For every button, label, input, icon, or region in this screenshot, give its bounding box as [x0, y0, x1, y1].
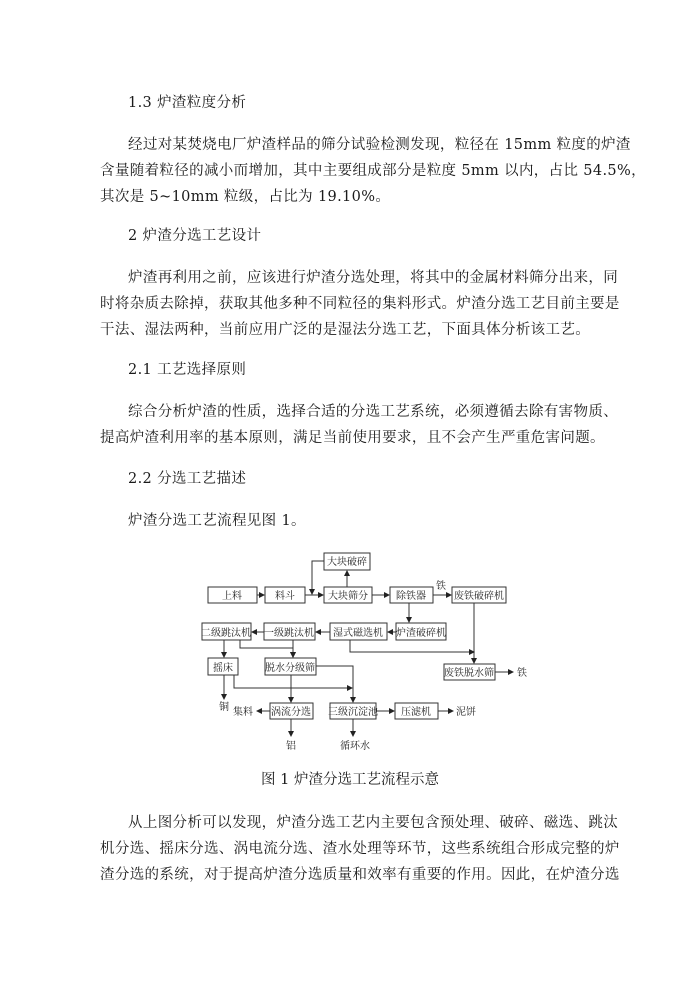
node-hopper: 料斗 [275, 591, 295, 602]
node-large-screen: 大块筛分 [328, 591, 368, 602]
output-recycle-water: 循环水 [340, 741, 370, 752]
node-wet-mag: 湿式磁选机 [333, 628, 383, 639]
arrow [350, 640, 474, 652]
output-mud-cake: 泥饼 [456, 707, 476, 718]
node-shaker: 摇床 [213, 663, 233, 674]
section-heading-2-1: 2.1 工艺选择原则 [128, 362, 247, 378]
section-heading-2-2: 2.2 分选工艺描述 [128, 471, 247, 487]
node-jig2: 二级跳汰机 [201, 628, 251, 639]
paragraph-line: 经过对某焚烧电厂炉渣样品的筛分试验检测发现，粒径在 15mm 粒度的炉渣 [128, 137, 631, 153]
node-slag-crusher: 炉渣破碎机 [396, 628, 446, 639]
paragraph-line: 其次是 5~10mm 粒级，占比为 19.10%。 [100, 189, 391, 205]
paragraph-line: 含量随着粒径的减小而增加，其中主要组成部分是粒度 5mm 以内，占比 54.5%， [100, 163, 646, 179]
paragraph-line: 炉渣再利用之前，应该进行炉渣分选处理，将其中的金属材料筛分出来，同 [128, 270, 619, 286]
node-scrap-dewater: 废铁脱水筛 [444, 668, 494, 679]
section-heading-1-3: 1.3 炉渣粒度分析 [128, 95, 247, 111]
output-iron-2: 铁 [517, 668, 527, 679]
paragraph-line: 综合分析炉渣的性质，选择合适的分选工艺系统，必须遵循去除有害物质、 [128, 404, 619, 420]
paragraph-line: 提高炉渣利用率的基本原则，满足当前使用要求，且不会产生严重危害问题。 [100, 430, 605, 446]
paragraph-line: 机分选、摇床分选、涡电流分选、渣水处理等环节，这些系统组合形成完整的炉 [100, 841, 620, 857]
section-heading-2: 2 炉渣分选工艺设计 [128, 228, 262, 244]
node-settling3: 三级沉淀池 [328, 707, 378, 718]
node-filter-press: 压滤机 [401, 707, 431, 718]
node-jig1: 一级跳汰机 [264, 628, 314, 639]
output-aggregate: 集料 [233, 707, 253, 718]
node-iron-remover: 除铁器 [396, 591, 426, 602]
arrow [240, 640, 293, 657]
figure-caption: 图 1 炉渣分选工艺流程示意 [261, 772, 439, 788]
paragraph-line: 从上图分析可以发现，炉渣分选工艺内主要包含预处理、破碎、磁选、跳汰 [128, 815, 619, 831]
arrow [234, 675, 352, 688]
paragraph-line: 渣分选的系统，对于提高炉渣分选质量和效率有重要的作用。因此，在炉渣分选 [100, 867, 620, 883]
arrow [312, 561, 324, 594]
paragraph-line: 干法、湿法两种，当前应用广泛的是湿法分选工艺，下面具体分析该工艺。 [100, 322, 591, 338]
node-eddy: 涡流分选 [271, 707, 311, 718]
paragraph-line: 炉渣分选工艺流程见图 1。 [128, 513, 306, 529]
paragraph-line: 时将杂质去除掉，获取其他多种不同粒径的集料形式。炉渣分选工艺目前主要是 [100, 296, 620, 312]
node-feed: 上料 [222, 591, 242, 602]
output-iron-1: 铁 [436, 581, 446, 592]
node-dewater-screen: 脱水分级筛 [265, 663, 315, 674]
arrow [316, 666, 353, 702]
output-copper: 铜 [219, 702, 229, 713]
output-aluminum: 铝 [286, 741, 296, 752]
node-scrap-crusher: 废铁破碎机 [454, 591, 504, 602]
node-large-crush: 大块破碎 [327, 557, 367, 568]
